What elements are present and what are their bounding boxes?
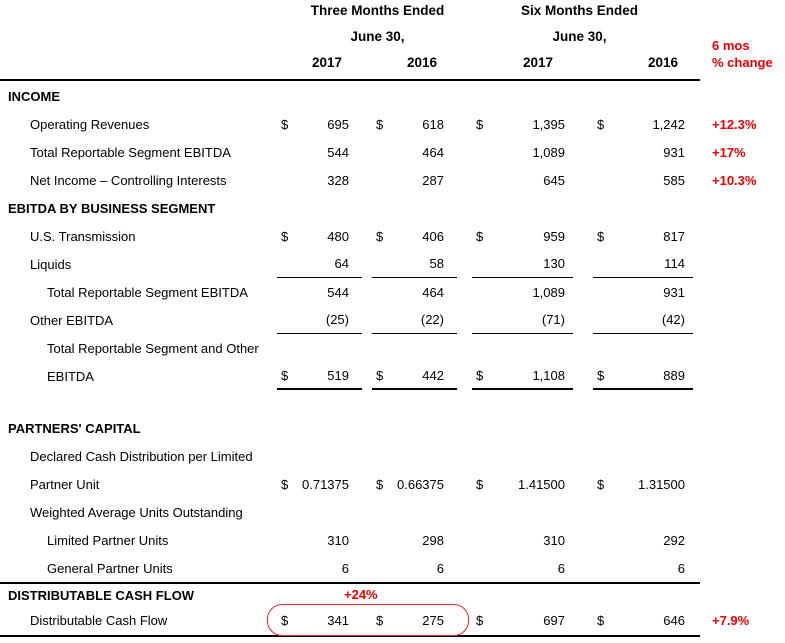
section-label: PARTNERS' CAPITAL [8, 420, 141, 436]
cell-value: 646 [663, 613, 685, 628]
cell-value: 959 [543, 228, 565, 244]
june30-right: June 30, [552, 29, 607, 44]
cell-sm2017 [472, 306, 573, 334]
cell-value: 585 [663, 172, 685, 188]
row-general-partner-units [0, 554, 785, 582]
year-tm-2017: 2017 [311, 55, 342, 70]
row-label: Total Reportable Segment EBITDA [47, 284, 248, 300]
cell-value: 480 [327, 228, 349, 244]
cell-value: 0.71375 [302, 476, 349, 492]
cell-sm2017 [472, 166, 573, 194]
change-value: +10.3% [712, 172, 757, 188]
cell-value: 6 [341, 560, 349, 576]
cell-value: 64 [334, 256, 349, 271]
cell-tm2016 [372, 362, 457, 390]
dollar-sign: $ [281, 228, 289, 244]
cell-value: 697 [543, 613, 565, 628]
row-ebitda-total [0, 362, 785, 390]
cell-sm2016 [593, 306, 693, 334]
cell-value: 310 [327, 532, 349, 548]
cell-value: 1,089 [532, 144, 565, 160]
cell-value: 130 [543, 256, 565, 271]
cell-sm2016 [593, 166, 693, 194]
row-total-rs-ebitda-income [0, 138, 785, 166]
row-label: Partner Unit [30, 476, 100, 492]
cell-sm2016 [593, 362, 693, 390]
cell-sm2017 [472, 110, 573, 138]
row-us-transmission [0, 222, 785, 250]
dollar-sign: $ [376, 367, 384, 383]
year-tm-2016: 2016 [406, 55, 437, 70]
cell-value: 464 [422, 284, 444, 300]
cell-value: 298 [422, 532, 444, 548]
row-label: Net Income – Controlling Interests [30, 172, 227, 188]
dollar-sign: $ [281, 613, 289, 628]
cell-tm2017 [277, 306, 362, 334]
cell-value: 58 [429, 256, 444, 271]
cell-value: 1.41500 [518, 476, 565, 492]
dollar-sign: $ [376, 613, 384, 628]
change-value: +7.9% [712, 613, 750, 628]
header-rule [0, 79, 700, 81]
cell-tm2017 [277, 166, 362, 194]
cell-sm2016 [593, 222, 693, 250]
cell-value: 6 [677, 560, 685, 576]
cell-value: 1,108 [532, 367, 565, 383]
row-label: Distributable Cash Flow [30, 613, 168, 628]
cell-value: 310 [543, 532, 565, 548]
row-total-rs-ebitda-segment [0, 278, 785, 306]
cell-value: (22) [420, 312, 444, 327]
cell-value: 275 [422, 613, 444, 628]
cell-value: (71) [541, 312, 565, 327]
row-limited-partner-units [0, 526, 785, 554]
cell-sm2016 [593, 554, 693, 582]
section-distributable-cash-flow [0, 584, 785, 606]
row-declared-cash-line1 [0, 442, 785, 470]
cell-sm2017 [472, 606, 573, 635]
change-column-header [712, 37, 773, 71]
cell-sm2017 [472, 362, 573, 390]
section-ebitda-by-segment [0, 194, 785, 222]
dollar-sign: $ [476, 476, 484, 492]
cell-tm2016 [372, 138, 457, 166]
section-label: DISTRIBUTABLE CASH FLOW [8, 587, 195, 603]
row-label: Total Reportable Segment EBITDA [30, 144, 231, 160]
cell-value: 1,395 [532, 116, 565, 132]
dollar-sign: $ [597, 116, 605, 132]
cell-value: 695 [327, 116, 349, 132]
dollar-sign: $ [597, 613, 605, 628]
dollar-sign: $ [597, 367, 605, 383]
cell-value: 1.31500 [638, 476, 685, 492]
cell-value: 544 [327, 144, 349, 160]
change-value: +12.3% [712, 116, 757, 132]
cell-tm2017 [277, 554, 362, 582]
cell-tm2016 [372, 306, 457, 334]
row-label: Operating Revenues [30, 116, 150, 132]
dollar-sign: $ [476, 228, 484, 244]
dollar-sign: $ [281, 476, 289, 492]
row-liquids [0, 250, 785, 278]
cell-value: 519 [327, 367, 349, 383]
cell-value: 1,242 [652, 116, 685, 132]
row-label: Weighted Average Units Outstanding [30, 504, 243, 520]
dollar-sign: $ [597, 476, 605, 492]
section-income [0, 82, 785, 110]
cell-value: 6 [436, 560, 444, 576]
cell-sm2017 [472, 526, 573, 554]
row-operating-revenues [0, 110, 785, 138]
cell-sm2016 [593, 250, 693, 278]
cell-sm2017 [472, 138, 573, 166]
cell-value: 931 [663, 284, 685, 300]
cell-tm2017 [277, 526, 362, 554]
june30-left: June 30, [350, 29, 405, 44]
cell-tm2016 [372, 110, 457, 138]
cell-tm2017 [277, 110, 362, 138]
cell-value: 6 [557, 560, 565, 576]
row-other-ebitda [0, 306, 785, 334]
cell-value: 328 [327, 172, 349, 188]
dollar-sign: $ [476, 367, 484, 383]
cell-value: 0.66375 [397, 476, 444, 492]
cell-tm2017 [277, 278, 362, 306]
cell-value: (25) [325, 312, 349, 327]
dollar-sign: $ [376, 116, 384, 132]
section-gap [0, 390, 785, 414]
row-label: Limited Partner Units [47, 532, 169, 548]
cell-value: 931 [663, 144, 685, 160]
dollar-sign: $ [376, 476, 384, 492]
cell-tm2017 [277, 470, 362, 498]
cell-value: 817 [663, 228, 685, 244]
cell-sm2017 [472, 222, 573, 250]
cell-sm2016 [593, 278, 693, 306]
year-sm-2016: 2016 [647, 55, 678, 70]
cell-tm2017 [277, 250, 362, 278]
cell-sm2016 [593, 138, 693, 166]
table-header [0, 0, 785, 82]
row-label: Other EBITDA [30, 312, 114, 328]
section-label: EBITDA BY BUSINESS SEGMENT [8, 200, 216, 216]
cell-tm2016 [372, 526, 457, 554]
cell-sm2016 [593, 470, 693, 498]
row-net-income [0, 166, 785, 194]
cell-sm2017 [472, 250, 573, 278]
cell-value: 114 [664, 256, 685, 271]
cell-value: 287 [422, 172, 444, 188]
cell-tm2016 [372, 470, 457, 498]
section-partners-capital [0, 414, 785, 442]
cell-sm2016 [593, 110, 693, 138]
cell-value: 618 [422, 116, 444, 132]
cell-tm2016 [372, 166, 457, 194]
cell-tm2016 [372, 554, 457, 582]
row-label: U.S. Transmission [30, 228, 136, 244]
year-sm-2017: 2017 [522, 55, 553, 70]
annotation-24pct: +24% [344, 587, 378, 602]
three-months-heading: Three Months Ended [310, 3, 445, 18]
section-label: INCOME [8, 88, 60, 104]
cell-value: 889 [663, 367, 685, 383]
cell-tm2016 [372, 278, 457, 306]
highlight-oval [267, 604, 469, 636]
cell-tm2017 [277, 138, 362, 166]
row-label: General Partner Units [47, 560, 173, 576]
row-label: EBITDA [47, 368, 94, 384]
change-value: +17% [712, 144, 746, 160]
cell-value: 544 [327, 284, 349, 300]
change-header-line1: 6 mos [712, 38, 750, 53]
cell-value: 464 [422, 144, 444, 160]
cell-sm2017 [472, 470, 573, 498]
cell-value: 645 [543, 172, 565, 188]
row-label: Declared Cash Distribution per Limited [30, 448, 253, 464]
cell-sm2017 [472, 278, 573, 306]
row-label: Total Reportable Segment and Other [47, 340, 259, 356]
dollar-sign: $ [281, 116, 289, 132]
dollar-sign: $ [376, 228, 384, 244]
cell-value: 1,089 [532, 284, 565, 300]
cell-value: 341 [327, 613, 349, 628]
six-months-heading: Six Months Ended [520, 3, 638, 18]
cell-sm2016 [593, 606, 693, 635]
dollar-sign: $ [597, 228, 605, 244]
cell-sm2016 [593, 526, 693, 554]
cell-tm2017 [277, 222, 362, 250]
cell-value: (42) [661, 312, 685, 327]
change-header-line2: % change [712, 55, 773, 70]
dollar-sign: $ [476, 613, 484, 628]
row-weighted-avg [0, 498, 785, 526]
dollar-sign: $ [281, 367, 289, 383]
cell-tm2016 [372, 250, 457, 278]
cell-value: 442 [422, 367, 444, 383]
cell-value: 406 [422, 228, 444, 244]
cell-tm2016 [372, 222, 457, 250]
dollar-sign: $ [476, 116, 484, 132]
row-partner-unit [0, 470, 785, 498]
row-label: Liquids [30, 256, 72, 272]
cell-value: 292 [663, 532, 685, 548]
cell-tm2017 [277, 362, 362, 390]
row-total-rs-and-other [0, 334, 785, 362]
cell-sm2017 [472, 554, 573, 582]
